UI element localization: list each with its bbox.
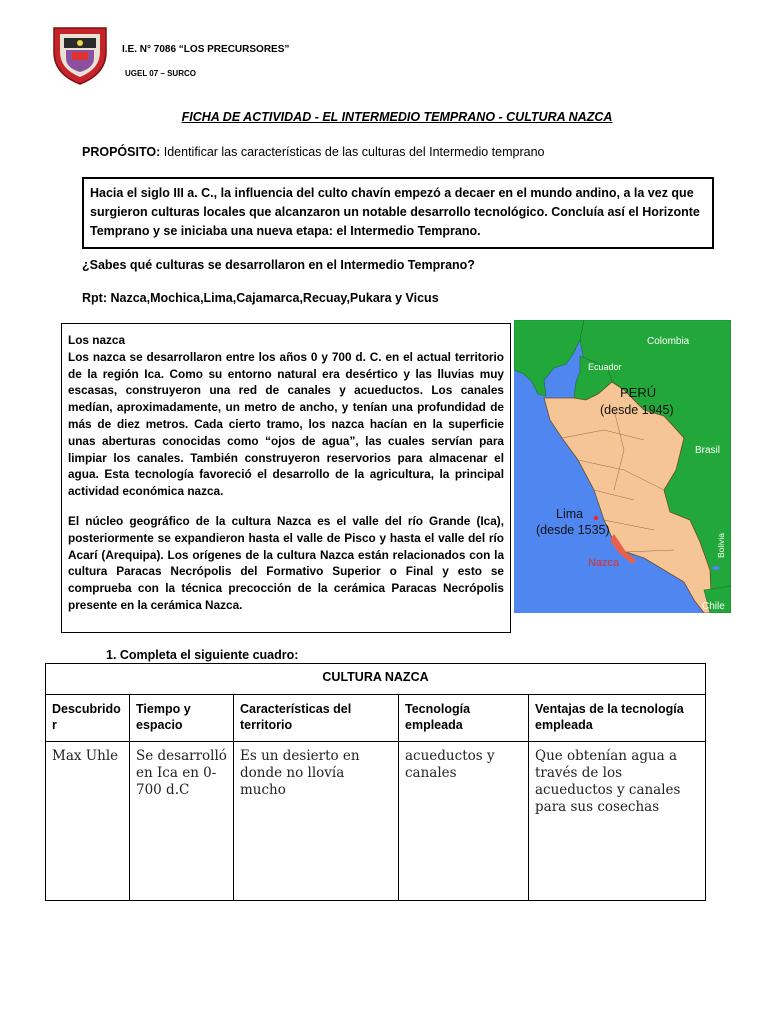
table-cell[interactable]: Que obtenían agua a través de los acueductos y canales para sus cosechas bbox=[529, 742, 706, 901]
map-label-nazca: Nazca bbox=[588, 557, 620, 569]
purpose-text: Identificar las características de las culturas del Intermedio temprano bbox=[160, 145, 545, 159]
map-label-peru-since: (desde 1945) bbox=[600, 403, 674, 417]
purpose-label: PROPÓSITO: bbox=[82, 145, 161, 159]
table-header-cell: Tiempo y espacio bbox=[130, 695, 234, 742]
map-label-colombia: Colombia bbox=[647, 336, 690, 347]
table-header-cell: Ventajas de la tecnología empleada bbox=[529, 695, 706, 742]
map-label-brasil: Brasil bbox=[695, 445, 721, 456]
map-label-lima-since: (desde 1535) bbox=[536, 523, 610, 537]
map-label-chile: Chile bbox=[702, 601, 725, 612]
question: ¿Sabes qué culturas se desarrollaron en el Intermedio Temprano? bbox=[82, 258, 475, 272]
table-header-cell: Tecnología empleada bbox=[399, 695, 529, 742]
intro-line-2: surgieron culturas locales que alcanzaron un notable desarrollo tecnológico. Concluía así el Horizonte bbox=[90, 205, 700, 219]
table-header-cell: Características del territorio bbox=[234, 695, 399, 742]
reading-paragraph-1: Los nazca se desarrollaron entre los años 0 y 700 d. C. en el actual territorio de la región Ica. Como su entorno natural era desértico y las lluvias muy escasas, construyeron una red de canales y acueductos. Los canales medían, aproximadamente, un metro de ancho, y tenían una profundidad de más de diez metros. Cada cierto tramo, los nazca hacían en la superficie unas aberturas conocidas como “ojos de agua”, las cuales servían para limpiar los canales. También construyeron reservorios para almacenar el agua. Esta tecnología favoreció el desarrollo de la agricultura, la principal actividad económica nazca. bbox=[68, 349, 504, 499]
reading-heading: Los nazca bbox=[68, 333, 126, 347]
table-row bbox=[46, 742, 706, 901]
page-title: FICHA DE ACTIVIDAD - EL INTERMEDIO TEMPRANO - CULTURA NAZCA bbox=[181, 110, 613, 124]
instruction: 1. Completa el siguiente cuadro: bbox=[106, 648, 299, 662]
intro-line-3: Temprano y se iniciaba una nueva etapa: el Intermedio Temprano. bbox=[90, 224, 481, 238]
purpose bbox=[82, 145, 544, 159]
table-cell[interactable]: Es un desierto en donde no llovía mucho bbox=[234, 742, 399, 901]
peru-map bbox=[514, 320, 731, 613]
intro-line-1: Hacia el siglo III a. C., la influencia del culto chavín empezó a decaer en el mundo andino, a la vez que bbox=[90, 186, 694, 200]
table-title: CULTURA NAZCA bbox=[46, 664, 706, 695]
table-cell[interactable]: Se desarrolló en Ica en 0-700 d.C bbox=[130, 742, 234, 901]
school-name: I.E. N° 7086 “LOS PRECURSORES” bbox=[122, 44, 290, 55]
intro-box bbox=[82, 177, 714, 249]
table-header-cell: Descubrido r bbox=[46, 695, 130, 742]
map-lima-dot bbox=[594, 516, 598, 520]
map-label-ecuador: Ecuador bbox=[588, 362, 622, 372]
answer: Rpt: Nazca,Mochica,Lima,Cajamarca,Recuay,Pukara y Vicus bbox=[82, 291, 439, 305]
map-label-lima: Lima bbox=[556, 507, 584, 521]
map-label-peru: PERÚ bbox=[620, 385, 657, 400]
map-label-bolivia: Bolivia bbox=[716, 532, 726, 558]
school-crest-logo bbox=[50, 22, 110, 86]
table-cell[interactable]: Max Uhle bbox=[46, 742, 130, 901]
ugel-name: UGEL 07 – SURCO bbox=[125, 69, 196, 78]
table-header-row bbox=[46, 695, 706, 742]
reading-box bbox=[61, 323, 511, 633]
table-cell[interactable]: acueductos y canales bbox=[399, 742, 529, 901]
reading-paragraph-2: El núcleo geográfico de la cultura Nazca es el valle del río Grande (Ica), posteriormente se expandieron hasta el valle de Pisco y hasta el valle del río Acarí (Arequipa). Los orígenes de la cultura Nazca están relacionados con la cultura Paracas Necrópolis del Formativo Superior o Final y esto se comprueba con la técnica precocción de la cerámica Paracas Necrópolis presente en la cerámica Nazca. bbox=[68, 513, 504, 612]
nazca-table bbox=[45, 663, 706, 901]
